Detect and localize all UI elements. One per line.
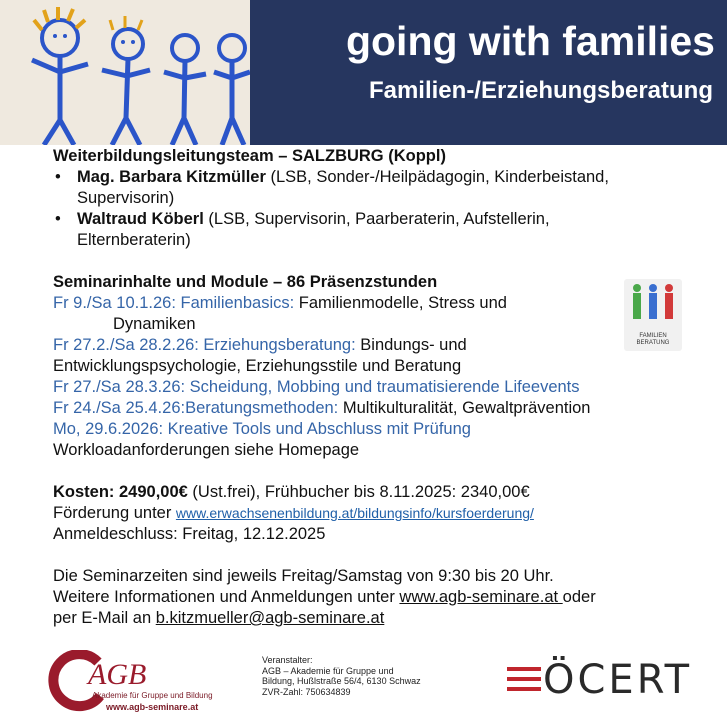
page-title: going with families	[345, 18, 715, 64]
team-heading: Weiterbildungsleitungsteam – SALZBURG (Koppl)	[53, 147, 446, 165]
funding-link[interactable]: www.erwachsenenbildung.at/bildungsinfo/kursfoerderung/	[175, 505, 534, 521]
module-date: Mo, 29.6.2026: Kreative Tools und Abschluss mit Prüfung	[53, 420, 471, 438]
member-details: (LSB, Supervisorin, Paarberaterin, Aufstellerin,	[203, 210, 550, 228]
oecert-logo	[507, 651, 693, 711]
familienberatung-logo	[624, 279, 682, 351]
logo-caption: FAMILIEN BERATUNG	[636, 333, 670, 346]
funding-label: Förderung unter	[53, 504, 176, 522]
main-content	[53, 146, 713, 629]
team-list	[53, 167, 713, 251]
module-text: Bindungs- und	[355, 336, 467, 354]
member-name: Waltraud Köberl	[77, 210, 204, 228]
module-text-cont: Dynamiken	[113, 315, 196, 333]
module-text-cont: Entwicklungspsychologie, Erziehungsstile und Beratung	[53, 357, 462, 375]
member-details-cont: Supervisorin)	[77, 189, 175, 207]
module-text: Familienmodelle, Stress und	[294, 294, 507, 312]
module-item	[53, 419, 713, 440]
agb-logo	[48, 650, 248, 716]
registration-deadline: Anmeldeschluss: Freitag, 12.12.2025	[53, 525, 326, 543]
module-item	[53, 377, 713, 398]
email-label: per E-Mail an	[53, 609, 156, 627]
child-drawing-image	[0, 0, 250, 145]
page-subtitle: Familien-/Erziehungsberatung	[368, 77, 713, 104]
agb-logo-url: www.agb-seminare.at	[106, 702, 199, 712]
price: Kosten: 2490,00€	[53, 483, 188, 501]
module-date: Fr 27./Sa 28.3.26: Scheidung, Mobbing und traumatisierende Lifeevents	[53, 378, 580, 396]
modules-heading: Seminarinhalte und Module – 86 Präsenzstunden	[53, 273, 438, 291]
costs-line	[53, 482, 713, 503]
price-details: (Ust.frei), Frühbucher bis 8.11.2025: 2340,00€	[187, 483, 530, 501]
module-date: Fr 27.2./Sa 28.2.26: Erziehungsberatung:	[53, 336, 356, 354]
module-date: Fr 9./Sa 10.1.26: Familienbasics:	[53, 294, 295, 312]
oecert-text: ÖCERT	[543, 657, 693, 703]
info-label: Weitere Informationen und Anmeldungen unter	[53, 588, 400, 606]
funding-line	[53, 503, 713, 524]
bullet: •	[55, 168, 61, 186]
module-text: Multikulturalität, Gewaltprävention	[338, 399, 591, 417]
workload-note: Workloadanforderungen siehe Homepage	[53, 441, 360, 459]
member-details: (LSB, Sonder-/Heilpädagogin, Kinderbeistand,	[265, 168, 609, 186]
module-item	[53, 335, 713, 356]
organizer-info: Veranstalter: AGB – Akademie für Gruppe und Bildung, Hußlstraße 56/4, 6130 Schwaz ZVR-Zahl: 750634839	[262, 655, 421, 697]
team-member	[53, 209, 713, 251]
agb-logo-subtitle: Akademie für Gruppe und Bildung	[92, 691, 213, 700]
module-item	[53, 398, 713, 419]
info-line	[53, 587, 713, 608]
email-link[interactable]: b.kitzmueller@agb-seminare.at	[155, 609, 385, 627]
module-item	[53, 293, 713, 314]
module-date: Fr 24./Sa 25.4.26:Beratungsmethoden:	[53, 399, 339, 417]
header-banner	[0, 0, 727, 145]
seminar-times: Die Seminarzeiten sind jeweils Freitag/Samstag von 9:30 bis 20 Uhr.	[53, 567, 554, 585]
agb-logo-letters: AGB	[88, 658, 147, 691]
website-link[interactable]: www.agb-seminare.at	[399, 588, 563, 606]
bullet: •	[55, 210, 61, 228]
info-or: oder	[562, 588, 596, 606]
team-member	[53, 167, 713, 209]
email-line	[53, 608, 713, 629]
member-name: Mag. Barbara Kitzmüller	[77, 168, 266, 186]
member-details-cont: Elternberaterin)	[77, 231, 191, 249]
title-banner	[250, 0, 727, 145]
